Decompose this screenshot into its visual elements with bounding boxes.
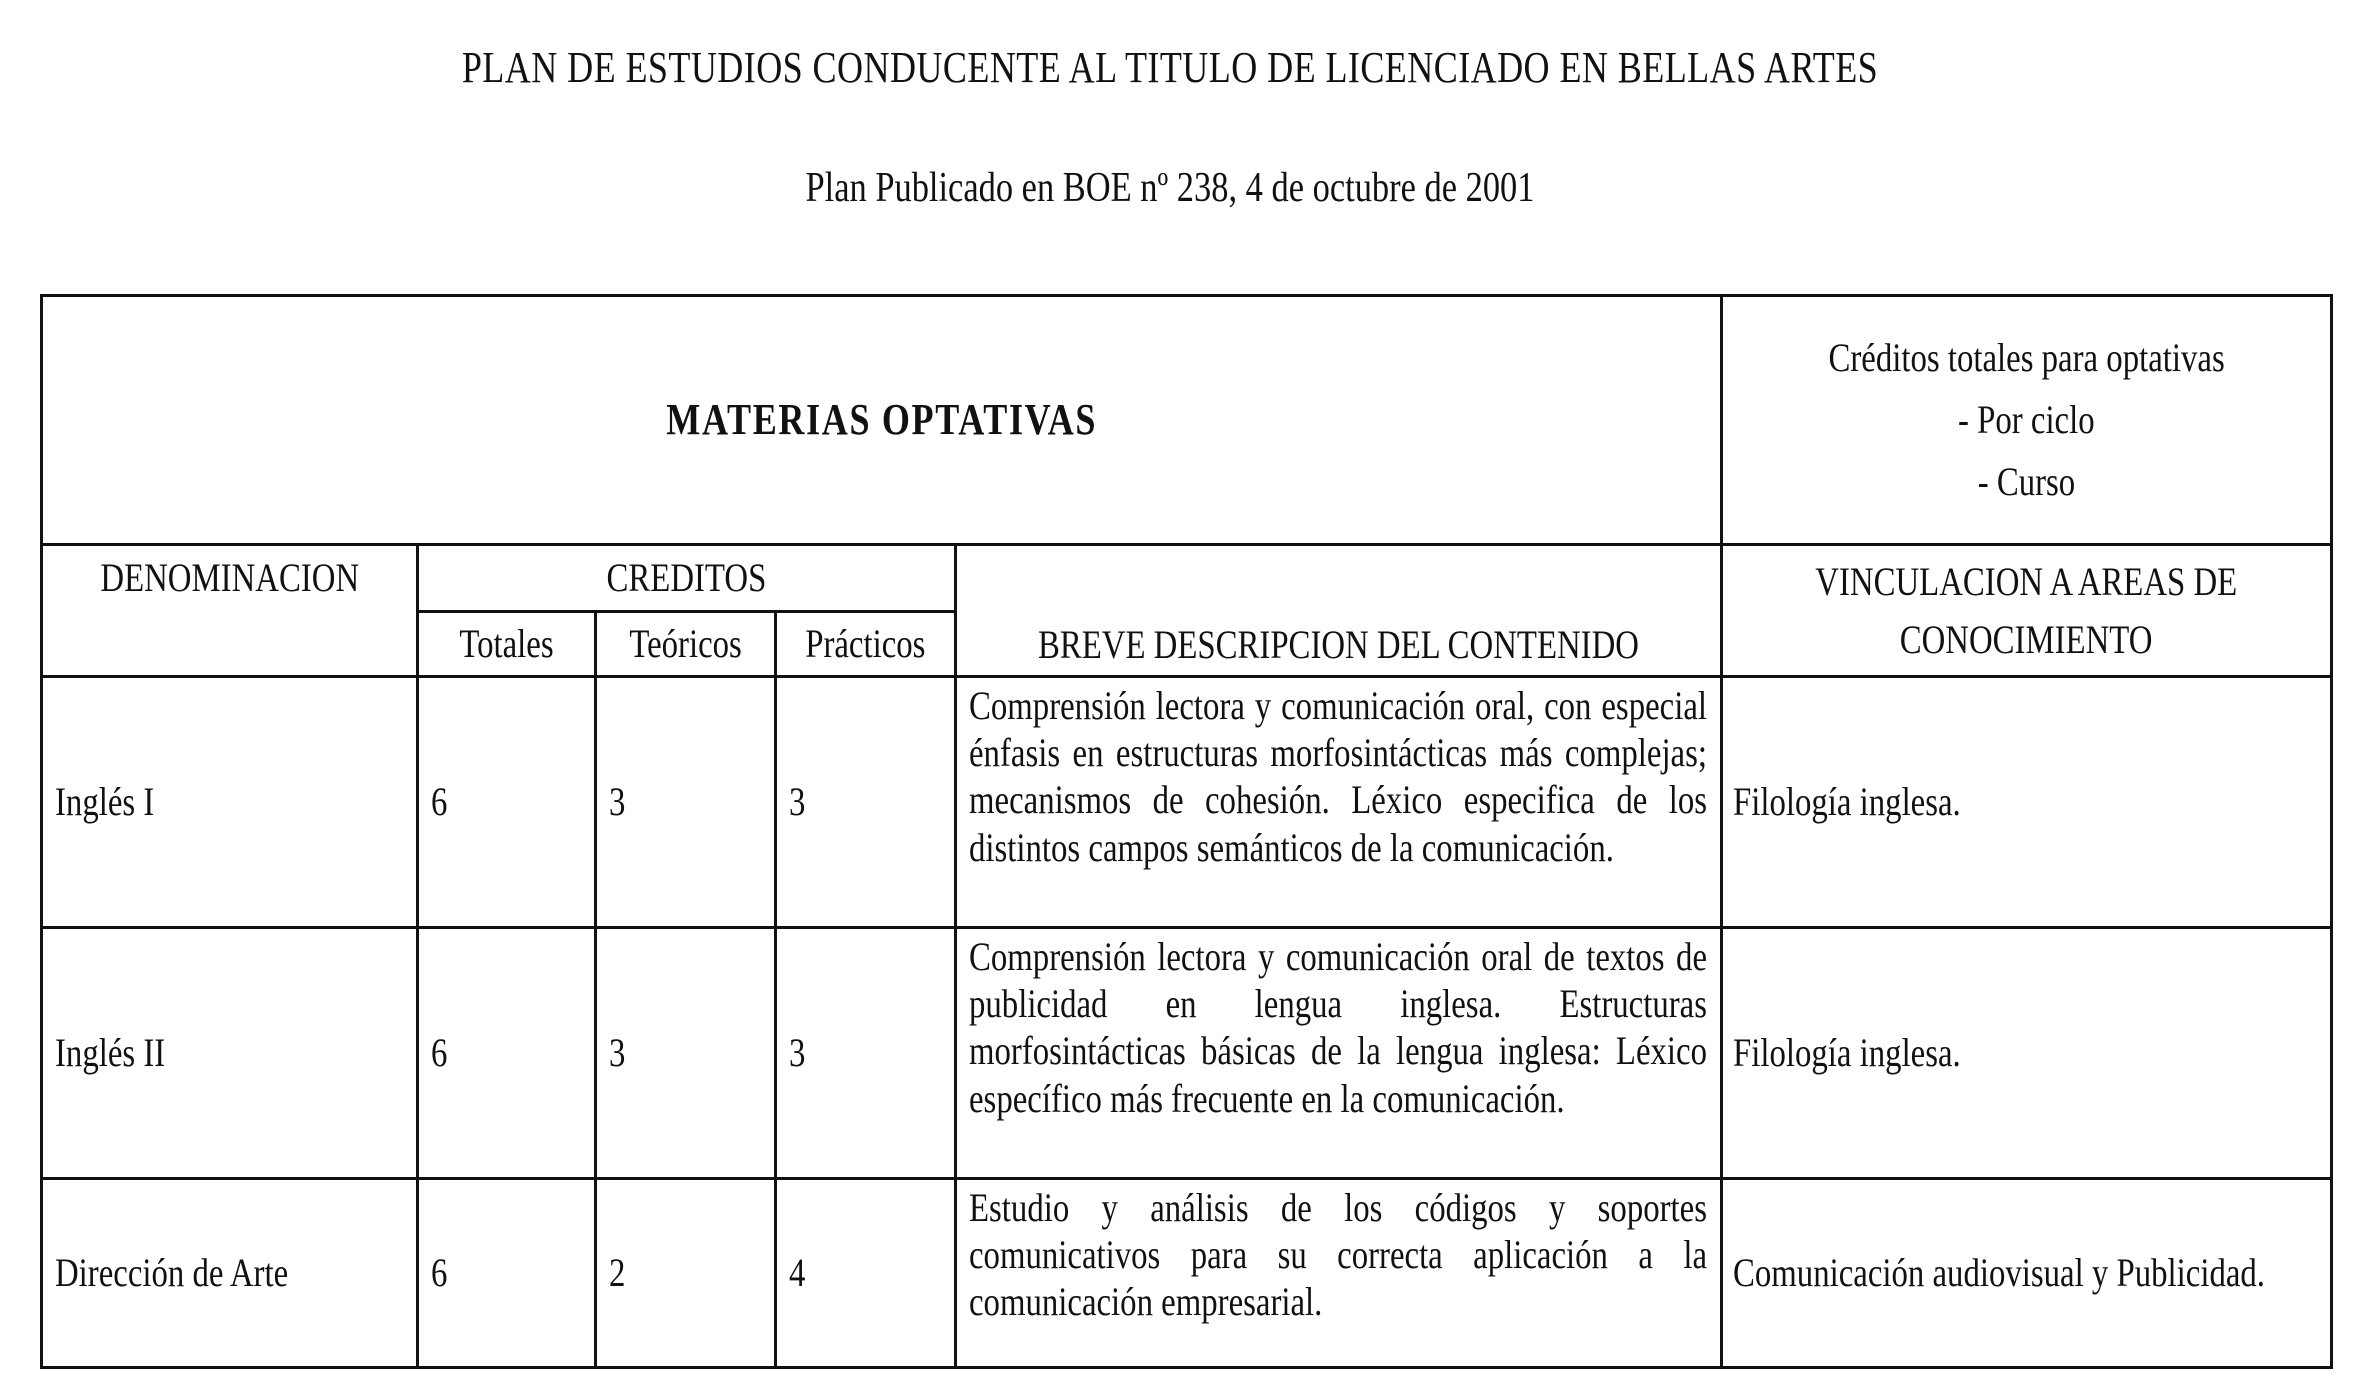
section-title: MATERIAS OPTATIVAS <box>666 394 1097 444</box>
area-cell: Filología inglesa. <box>1722 677 2332 928</box>
creditos-totales-item: - Curso <box>1977 459 2076 504</box>
header-denominacion: DENOMINACION <box>42 545 418 677</box>
teoricos-cell: 3 <box>596 677 776 928</box>
area-cell: Comunicación audiovisual y Publicidad. <box>1722 1179 2332 1368</box>
descripcion-cell: Estudio y análisis de los códigos y soportes comunicativos para su correcta aplicación a la comunicación empresarial. <box>956 1179 1722 1368</box>
descripcion-cell: Comprensión lectora y comunicación oral de textos de publicidad en lengua inglesa. Estructuras morfosintácticas básicas de la lengua inglesa: Léxico específico más frecuente en la comunicación. <box>956 928 1722 1179</box>
creditos-totales-cell <box>1722 296 2332 545</box>
table-title-row <box>42 296 2332 545</box>
creditos-totales-heading: Créditos totales para optativas <box>1828 335 2225 380</box>
practicos-cell: 3 <box>776 928 956 1179</box>
header-teoricos: Teóricos <box>596 612 776 677</box>
totales-cell: 6 <box>418 677 596 928</box>
header-row-1 <box>42 545 2332 612</box>
practicos-cell: 3 <box>776 677 956 928</box>
area-cell: Filología inglesa. <box>1722 928 2332 1179</box>
materias-optativas-table <box>40 294 2333 1369</box>
table-row <box>42 677 2332 928</box>
header-practicos: Prácticos <box>776 612 956 677</box>
header-vinculacion: VINCULACION A AREAS DE CONOCIMIENTO <box>1722 545 2332 677</box>
denominacion-cell: Inglés II <box>42 928 418 1179</box>
header-totales: Totales <box>418 612 596 677</box>
document-subtitle: Plan Publicado en BOE nº 238, 4 de octubre de 2001 <box>805 165 1535 211</box>
section-title-cell <box>42 296 1722 545</box>
descripcion-cell: Comprensión lectora y comunicación oral, con especial énfasis en estructuras morfosintácticas más complejas; mecanismos de cohesión. Léxico especifica de los distintos campos semánticos de la comunicación. <box>956 677 1722 928</box>
document-title: PLAN DE ESTUDIOS CONDUCENTE AL TITULO DE LICENCIADO EN BELLAS ARTES <box>461 43 1879 92</box>
totales-cell: 6 <box>418 928 596 1179</box>
creditos-totales-item: - Por ciclo <box>1958 397 2095 442</box>
totales-cell: 6 <box>418 1179 596 1368</box>
table-row <box>42 928 2332 1179</box>
header-creditos: CREDITOS <box>418 545 956 612</box>
table-row <box>42 1179 2332 1368</box>
teoricos-cell: 2 <box>596 1179 776 1368</box>
denominacion-cell: Dirección de Arte <box>42 1179 418 1368</box>
teoricos-cell: 3 <box>596 928 776 1179</box>
practicos-cell: 4 <box>776 1179 956 1368</box>
header-descripcion: BREVE DESCRIPCION DEL CONTENIDO <box>956 545 1722 677</box>
denominacion-cell: Inglés I <box>42 677 418 928</box>
